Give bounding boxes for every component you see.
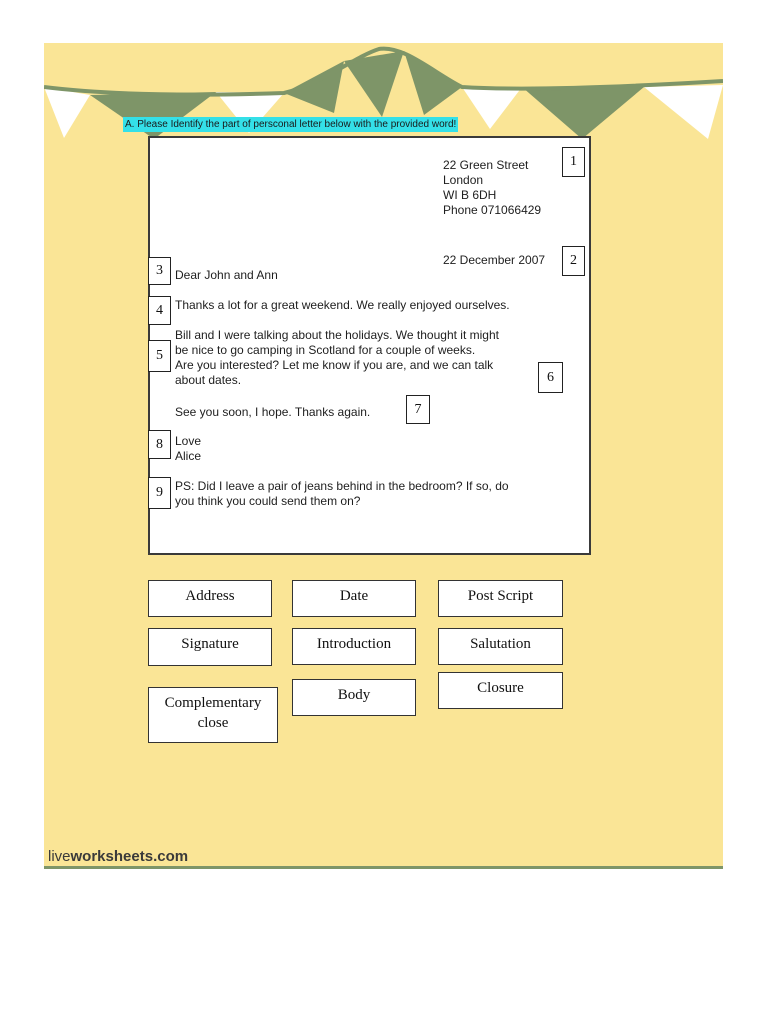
bunting-flag-white (644, 85, 723, 139)
word-body[interactable]: Body (292, 679, 416, 716)
marker-9: 9 (148, 477, 171, 509)
letter-date: 22 December 2007 (443, 253, 546, 267)
letter-post-script: PS: Did I leave a pair of jeans behind in the bedroom? If so, do (175, 479, 509, 493)
marker-1: 1 (562, 147, 585, 177)
instruction-text: A. Please Identify the part of persconal letter below with the provided word! (125, 119, 457, 130)
marker-7: 7 (406, 395, 430, 424)
word-complementary-close[interactable] (148, 687, 278, 743)
marker-4: 4 (148, 296, 171, 325)
address-line: Phone 071066429 (443, 203, 542, 217)
letter-introduction: Thanks a lot for a great weekend. We really enjoyed ourselves. (175, 298, 510, 312)
marker-5: 5 (148, 340, 171, 372)
word-post-script[interactable]: Post Script (438, 580, 563, 617)
address-line: London (443, 173, 484, 187)
letter-post-script: you think you could send them on? (175, 494, 361, 508)
bunting-flag-green (284, 61, 344, 113)
worksheet-page (44, 43, 723, 869)
marker-3: 3 (148, 257, 171, 285)
bunting-flag-white (462, 87, 522, 129)
letter-body-line: Bill and I were talking about the holidays. We thought it might (175, 328, 499, 342)
word-introduction[interactable]: Introduction (292, 628, 416, 665)
letter-closure: See you soon, I hope. Thanks again. (175, 405, 371, 419)
address-line: 22 Green Street (443, 158, 529, 172)
letter-salutation: Dear John and Ann (175, 268, 278, 282)
letter-signature: Alice (175, 449, 202, 463)
sample-letter (148, 136, 591, 555)
bunting-flag-white (44, 87, 90, 138)
word-complementary-line2: close (197, 715, 229, 731)
marker-2: 2 (562, 246, 585, 276)
bunting-flag-green (522, 87, 644, 139)
letter-body-line: Are you interested? Let me know if you are, and we can talk (175, 358, 494, 372)
marker-6: 6 (538, 362, 563, 393)
address-line: WI B 6DH (443, 188, 497, 202)
word-date[interactable]: Date (292, 580, 416, 617)
word-salutation[interactable]: Salutation (438, 628, 563, 665)
letter-body-line: be nice to go camping in Scotland for a couple of weeks. (175, 343, 476, 357)
letter-body-line: about dates. (175, 373, 242, 387)
word-complementary-line1: Complementary (164, 695, 262, 711)
marker-8: 8 (148, 430, 171, 459)
liveworksheets-logo: liveworksheets.com (48, 848, 189, 865)
word-signature[interactable]: Signature (148, 628, 272, 666)
letter-complimentary-close: Love (175, 434, 202, 448)
word-address[interactable]: Address (148, 580, 272, 617)
footer-divider (44, 866, 723, 869)
word-closure[interactable]: Closure (438, 672, 563, 709)
